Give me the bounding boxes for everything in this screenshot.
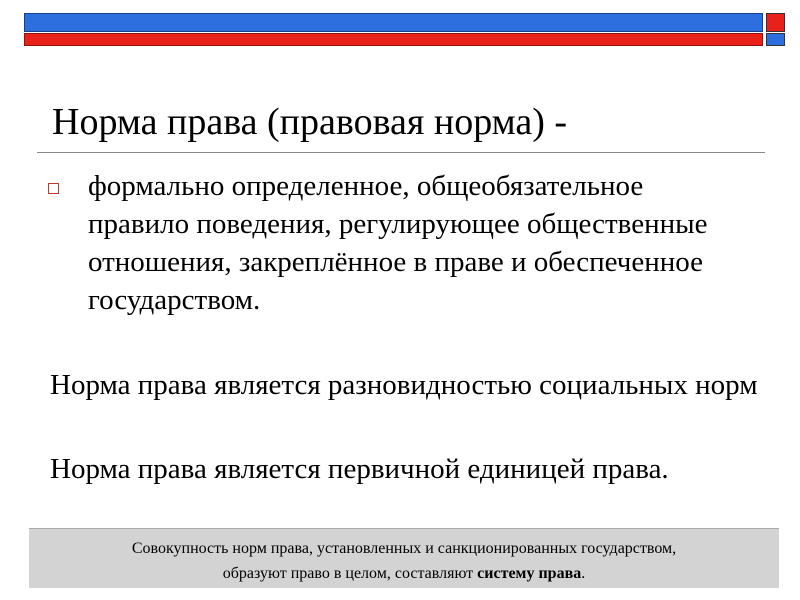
statement-primary-unit: Норма права является первичной единицей права.: [50, 453, 669, 485]
top-blue-bar: [24, 13, 763, 32]
title-divider: [37, 152, 765, 153]
footer-line-2: [29, 561, 779, 586]
footer-note: [29, 528, 779, 588]
footer-line-2-prefix: образуют право в целом, составляют: [222, 565, 478, 582]
footer-line-1: Совокупность норм права, установленных и санкционированных государством,: [131, 540, 677, 557]
definition-text: формально определенное, общеобязательное правило поведения, регулирующее общественные отношения, закреплённое в праве и обеспеченное государством.: [88, 170, 708, 316]
square-bullet-icon: [48, 183, 59, 194]
statement-social-norms: Норма права является разновидностью социальных норм: [50, 369, 758, 401]
slide-title: Норма права (правовая норма) -: [52, 101, 568, 143]
footer-key-term: систему права: [477, 565, 582, 582]
corner-red-square: [766, 13, 785, 32]
footer-line-2-suffix: .: [581, 565, 586, 582]
corner-blue-square: [766, 33, 785, 46]
top-red-bar: [24, 33, 763, 46]
